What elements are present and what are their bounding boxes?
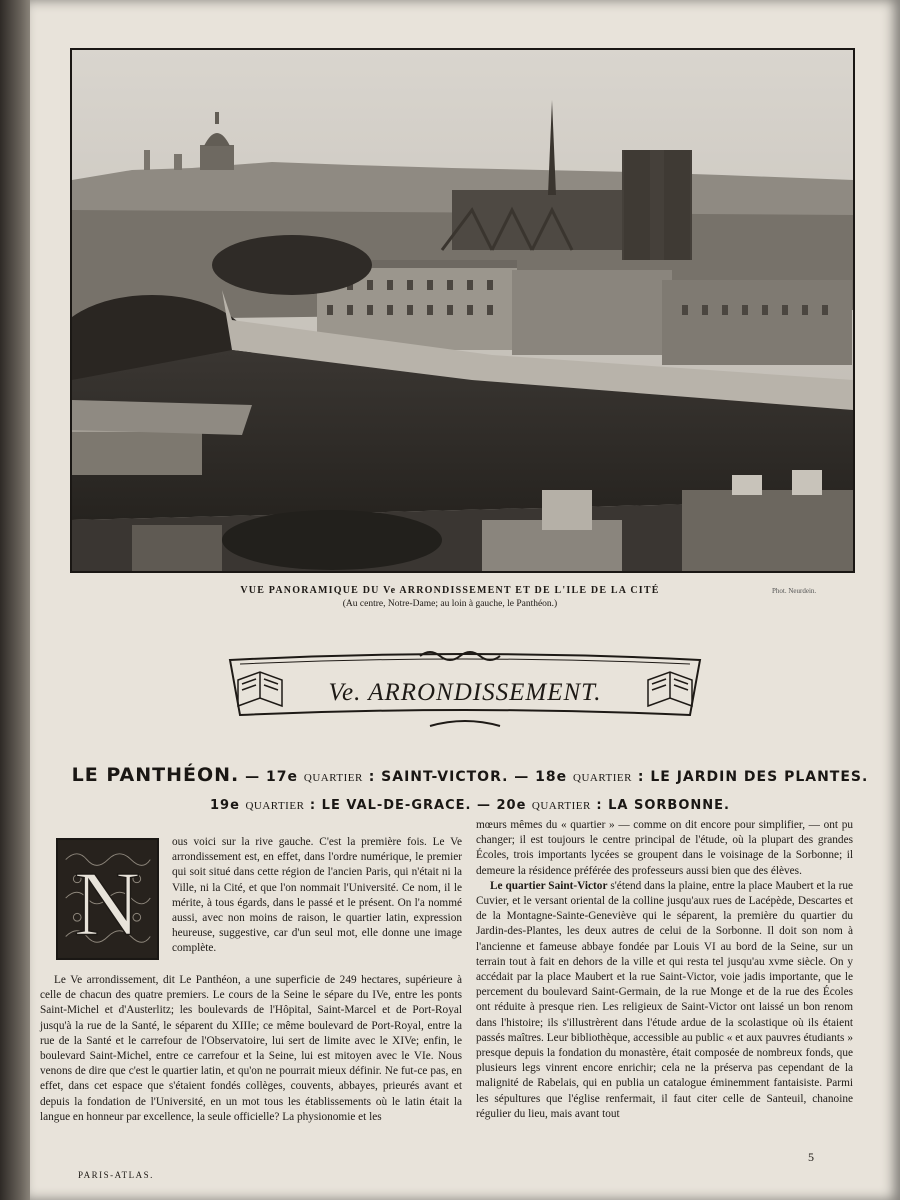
saint-victor-text: s'étend dans la plaine, entre la place Maubert et la rue Cuvier, et le versant oriental de la colline jusqu'aux rues de Lacépède, Descartes et de la Montagne-Sainte-Geneviève qui le séparent, la première du quartier du Jardin-des-Plantes, les deux autres de celui de la Sorbonne. Il doit son nom à l'ancienne et fameuse abbaye fondée par Louis VI au bord de la Seine, sur un terrain tout à fait en dehors de la ville et qui resta tel jusqu'au xvme siècle. On y accédait par la place Maubert et la rue Saint-Victor, voie jadis importante, que le percement du boulevard Saint-Germain, de la rue Monge et de la rue des Écoles ont réduite à presque rien. Les religieux de Saint-Victor ont laissé un bon renom dans l'histoire; ils s'illustrèrent dans l'étude ardue de la scolastique où ils étaient passés maîtres. Leur bibliothèque, accessible au public « et aux pauvres étudiants » presque depuis la fondation du monastère, était composée de nombreux fonds, que plusieurs legs vinrent encore enrichir; cela ne la préserva pas cependant de la malignité de Rabelais, qui en publia un catalogue éminemment fantaisiste. Parmi les sépultures que l'église renfermait, il faut citer celle de Santeuil, chanoine régulier du lieu, mais avant tout <box>476 879 854 1120</box>
right-column <box>476 818 853 1122</box>
heading-quartier-label: QUARTIER <box>303 772 363 784</box>
heading-quartier-label: QUARTIER <box>531 800 591 812</box>
heading-text: — 17e <box>239 769 304 785</box>
arrondissement-title: Ve. ARRONDISSEMENT. <box>328 679 602 706</box>
heading-text: 19e <box>210 798 246 813</box>
heading-quartier-label: QUARTIER <box>245 800 305 812</box>
book-icon-left <box>238 672 282 706</box>
quartiers-heading-1 <box>70 764 870 786</box>
left-column-text: Le Ve arrondissement, dit Le Panthéon, a une superficie de 249 hectares, supérieure à celle de chacun des quatre premiers. Le cours de la Seine le sépare du IVe, entre les ponts Saint-Michel et d'Austerlitz; les boulevards de l'Hôpital, Saint-Marcel et de Port-Royal jusqu'à la rue de la Santé, le séparent du XIIIe; ce même boulevard de Port-Royal, entre la rue de la Santé et le carrefour de l'Observatoire, lui sert de limite avec le XIVe; enfin, le boulevard Saint-Michel, entre ce carrefour et la Seine, lui est mitoyen avec le VIe. Nous venons de dire que c'est le quartier latin, et qu'on ne pourrait mieux définir. Ne fut-ce pas, en effet, dans cet espace que s'étaient fondés collèges, couvents, abbayes, prieurés avant et depuis la fondation de l'Université, en un mot tous les établissements où le latin était la langue en honneur par excellence, la seule officielle? La physionomie et les <box>40 974 462 1123</box>
drop-cap <box>56 838 159 960</box>
panorama-photo <box>70 48 855 573</box>
heading-text: : LA SORBONNE. <box>590 798 730 813</box>
drop-cap-letter: N <box>73 852 141 955</box>
page-number: 5 <box>808 1150 814 1164</box>
saint-victor-lead: Le quartier Saint-Victor <box>490 879 608 892</box>
photo-caption: VUE PANORAMIQUE DU Ve ARRONDISSEMENT ET DE L'ILE DE LA CITÉ <box>240 585 660 596</box>
heading-text: : SAINT-VICTOR. — 18e <box>362 769 574 785</box>
left-column <box>40 973 462 1125</box>
book-gutter <box>0 0 30 1200</box>
saint-victor-paragraph <box>476 879 853 1122</box>
book-icon-right <box>648 672 692 706</box>
heading-text: : LE JARDIN DES PLANTES. <box>631 769 869 785</box>
footer-publication: PARIS-ATLAS. <box>78 1170 154 1180</box>
quartiers-heading-2 <box>70 798 870 813</box>
right-column-text-1: mœurs mêmes du « quartier » — comme on dit encore pour simplifier, — ont pu changer; il est toujours le centre principal de l'étude, où la plupart des grandes Écoles, trois importants lycées se groupent dans le voisinage de la Sorbonne; il demeure la résidence préférée des professeurs aussi bien que des élèves. <box>476 819 853 877</box>
photo-subcaption: (Au centre, Notre-Dame; au loin à gauche, le Panthéon.) <box>342 599 558 609</box>
heading-quartier-label: QUARTIER <box>573 772 632 784</box>
heading-pantheon: LE PANTHÉON. <box>71 764 240 786</box>
photo-credit: Phot. Neurdein. <box>772 587 817 595</box>
intro-text: ous voici sur la rive gauche. C'est la première fois. Le Ve arrondissement est, en effet, dans l'ordre numérique, le premier qui soit situé dans cette région de l'ancien Paris, qui n'était ni la Ville, ni la Cité, et que l'on nommait l'Université. Ce nom, il le mérite, à tous égards, dans le passé et le présent. On l'a nommé aussi, avec non moins de raison, le quartier latin, expression heureuse, suggestive, car d'un seul mot, elle donne une image complète. <box>172 836 462 955</box>
heading-text: : LE VAL-DE-GRACE. — 20e <box>304 798 532 813</box>
intro-paragraph <box>172 835 462 957</box>
